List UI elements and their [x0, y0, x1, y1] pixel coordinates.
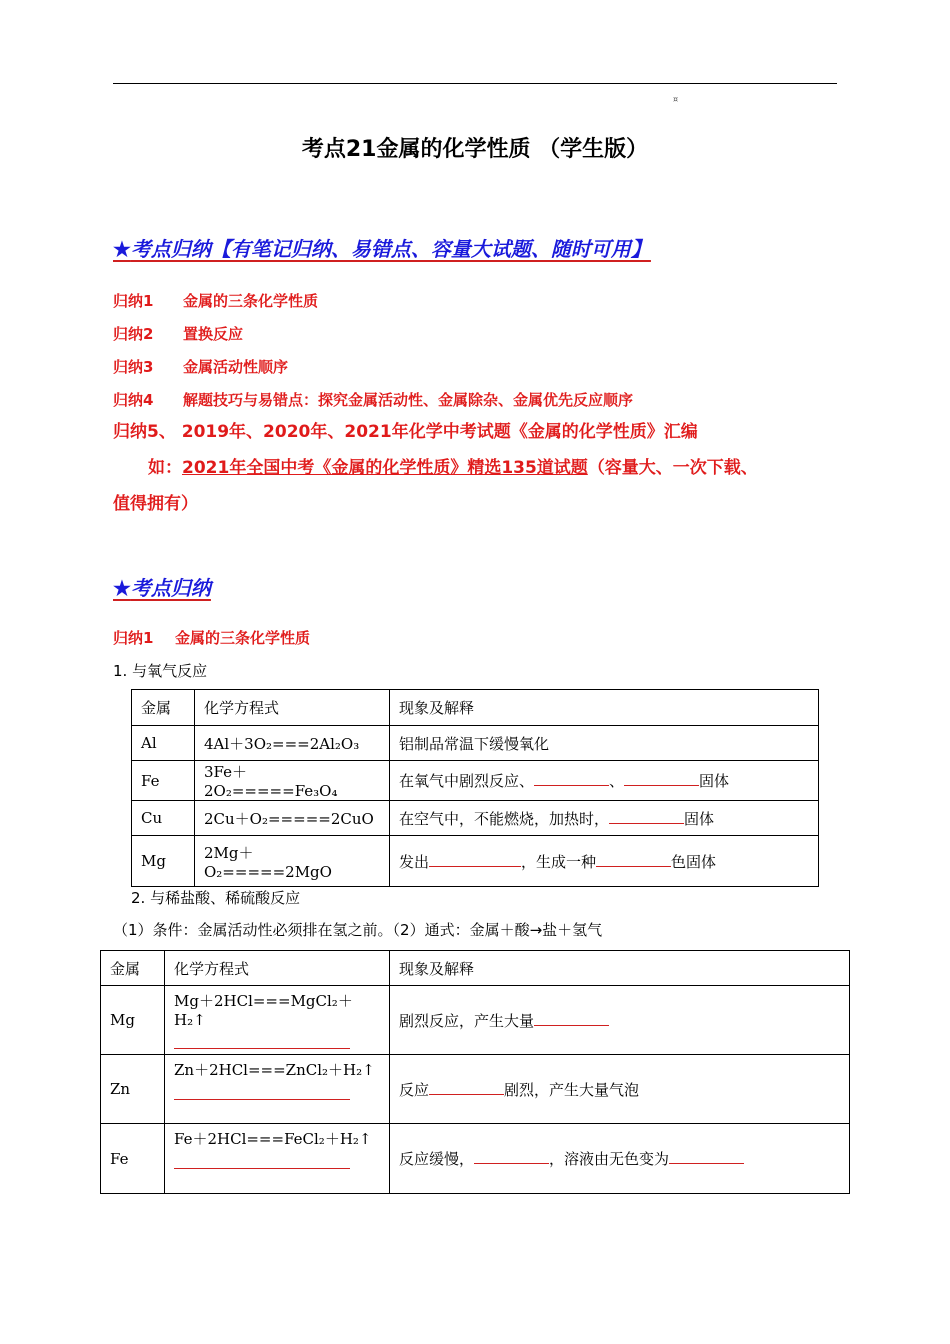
table-row — [132, 801, 819, 836]
desc-text: 发出 — [399, 852, 430, 871]
item-1: 1. 与氧气反应 — [113, 662, 208, 680]
header-cell: 金属 — [132, 690, 195, 726]
outline-label: 归纳4 — [113, 391, 154, 409]
description-cell: 铝制品常温下缓慢氧化 — [390, 726, 819, 761]
summary-5: 归纳5、 2019年、2020年、2021年化学中考试题《金属的化学性质》汇编 — [113, 422, 698, 442]
equation-text: Zn＋2HCl===ZnCl₂＋H₂↑ — [174, 1061, 375, 1079]
table-row — [101, 1124, 850, 1194]
header-cell: 现象及解释 — [390, 951, 850, 986]
desc-text: 在空气中，不能燃烧，加热时， — [399, 809, 610, 828]
description-cell — [390, 801, 819, 836]
section-heading — [113, 572, 211, 601]
equation-cell — [165, 1055, 390, 1124]
equation-cell: 2Mg＋O₂=====2MgO — [195, 836, 390, 887]
equation-cell: 2Cu＋O₂=====2CuO — [195, 801, 390, 836]
metal-cell: Mg — [101, 986, 165, 1055]
equation-cell — [165, 986, 390, 1055]
example-prefix: 如： — [148, 458, 182, 478]
main-heading-text: 考点归纳【有笔记归纳、易错点、容量大试题、随时可用】 — [130, 237, 651, 261]
metal-cell: Al — [132, 726, 195, 761]
metal-cell: Fe — [101, 1124, 165, 1194]
table-header-row — [101, 951, 850, 986]
table-row — [101, 1055, 850, 1124]
example-link[interactable]: 2021年全国中考《金属的化学性质》精选135道试题 — [182, 458, 588, 478]
answer-blank[interactable] — [669, 1148, 744, 1164]
answer-blank[interactable] — [534, 770, 609, 786]
item-2: 2. 与稀盐酸、稀硫酸反应 — [131, 889, 301, 907]
answer-line[interactable] — [174, 1098, 350, 1100]
desc-text: 反应缓慢， — [399, 1150, 475, 1168]
answer-blank[interactable] — [429, 851, 521, 867]
header-cell: 现象及解释 — [390, 690, 819, 726]
oxygen-reaction-table — [131, 689, 819, 887]
metal-cell: Mg — [132, 836, 195, 887]
metal-cell: Fe — [132, 761, 195, 801]
equation-cell: 3Fe＋2O₂=====Fe₃O₄ — [195, 761, 390, 801]
answer-blank[interactable] — [624, 770, 699, 786]
header-cell: 化学方程式 — [165, 951, 390, 986]
table-row — [132, 761, 819, 801]
desc-text: 反应 — [399, 1080, 430, 1099]
outline-label: 归纳3 — [113, 358, 154, 376]
section-heading-text: 考点归纳 — [130, 576, 211, 600]
desc-text: ，溶液由无色变为 — [549, 1150, 670, 1168]
equation-text: Mg＋2HCl===MgCl₂＋H₂↑ — [174, 992, 353, 1029]
header-cell: 化学方程式 — [195, 690, 390, 726]
outline-item — [113, 389, 633, 410]
outline-text: 解题技巧与易错点：探究金属活动性、金属除杂、金属优先反应顺序 — [183, 391, 634, 409]
header-cell: 金属 — [101, 951, 165, 986]
description-cell — [390, 1055, 850, 1124]
outline-item — [113, 356, 288, 377]
desc-text: ，生成一种 — [521, 852, 597, 871]
outline-text: 金属活动性顺序 — [183, 358, 289, 376]
acid-reaction-table — [100, 950, 850, 1194]
outline-text: 金属的三条化学性质 — [183, 292, 319, 310]
metal-cell: Zn — [101, 1055, 165, 1124]
header-mark: ¤ — [673, 95, 679, 104]
desc-text: 剧烈反应，产生大量 — [399, 1011, 535, 1030]
description-cell — [390, 761, 819, 801]
star-icon: ★ — [113, 237, 131, 261]
answer-line[interactable] — [174, 1167, 350, 1169]
equation-cell: 4Al＋3O₂===2Al₂O₃ — [195, 726, 390, 761]
desc-text: 色固体 — [671, 852, 717, 871]
table-header-row — [132, 690, 819, 726]
desc-text: 在氧气中剧烈反应、 — [399, 772, 535, 790]
desc-text: 固体 — [699, 772, 730, 790]
desc-text: 剧烈，产生大量气泡 — [504, 1080, 640, 1099]
answer-line[interactable] — [174, 1047, 350, 1049]
outline-text: 置换反应 — [183, 325, 244, 343]
desc-text: 固体 — [684, 809, 715, 828]
star-icon: ★ — [113, 576, 131, 600]
page-title: 考点21金属的化学性质 （学生版） — [301, 137, 649, 162]
answer-blank[interactable] — [534, 1010, 609, 1026]
metal-cell: Cu — [132, 801, 195, 836]
outline-label: 归纳1 — [113, 292, 154, 310]
equation-text: Fe＋2HCl===FeCl₂＋H₂↑ — [174, 1130, 372, 1148]
table-row — [132, 726, 819, 761]
description-cell — [390, 1124, 850, 1194]
desc-text: 、 — [609, 772, 625, 790]
section1-title — [113, 627, 310, 648]
example-line — [148, 450, 758, 486]
answer-blank[interactable] — [429, 1079, 504, 1095]
main-heading — [113, 233, 651, 262]
equation-cell — [165, 1124, 390, 1194]
answer-blank[interactable] — [474, 1148, 549, 1164]
example-suffix: （容量大、一次下载、 — [587, 458, 758, 478]
answer-blank[interactable] — [596, 851, 671, 867]
section1-text: 金属的三条化学性质 — [175, 629, 311, 647]
header-rule — [113, 83, 837, 84]
description-cell — [390, 836, 819, 887]
table-row — [101, 986, 850, 1055]
outline-label: 归纳2 — [113, 325, 154, 343]
example-suffix-2: 值得拥有） — [113, 494, 198, 514]
table-row — [132, 836, 819, 887]
outline-item — [113, 290, 318, 311]
item-2-conditions: （1）条件：金属活动性必须排在氢之前。（2）通式：金属＋酸→盐＋氢气 — [113, 921, 603, 939]
section1-label: 归纳1 — [113, 629, 154, 647]
outline-item — [113, 323, 243, 344]
description-cell — [390, 986, 850, 1055]
answer-blank[interactable] — [609, 808, 684, 824]
